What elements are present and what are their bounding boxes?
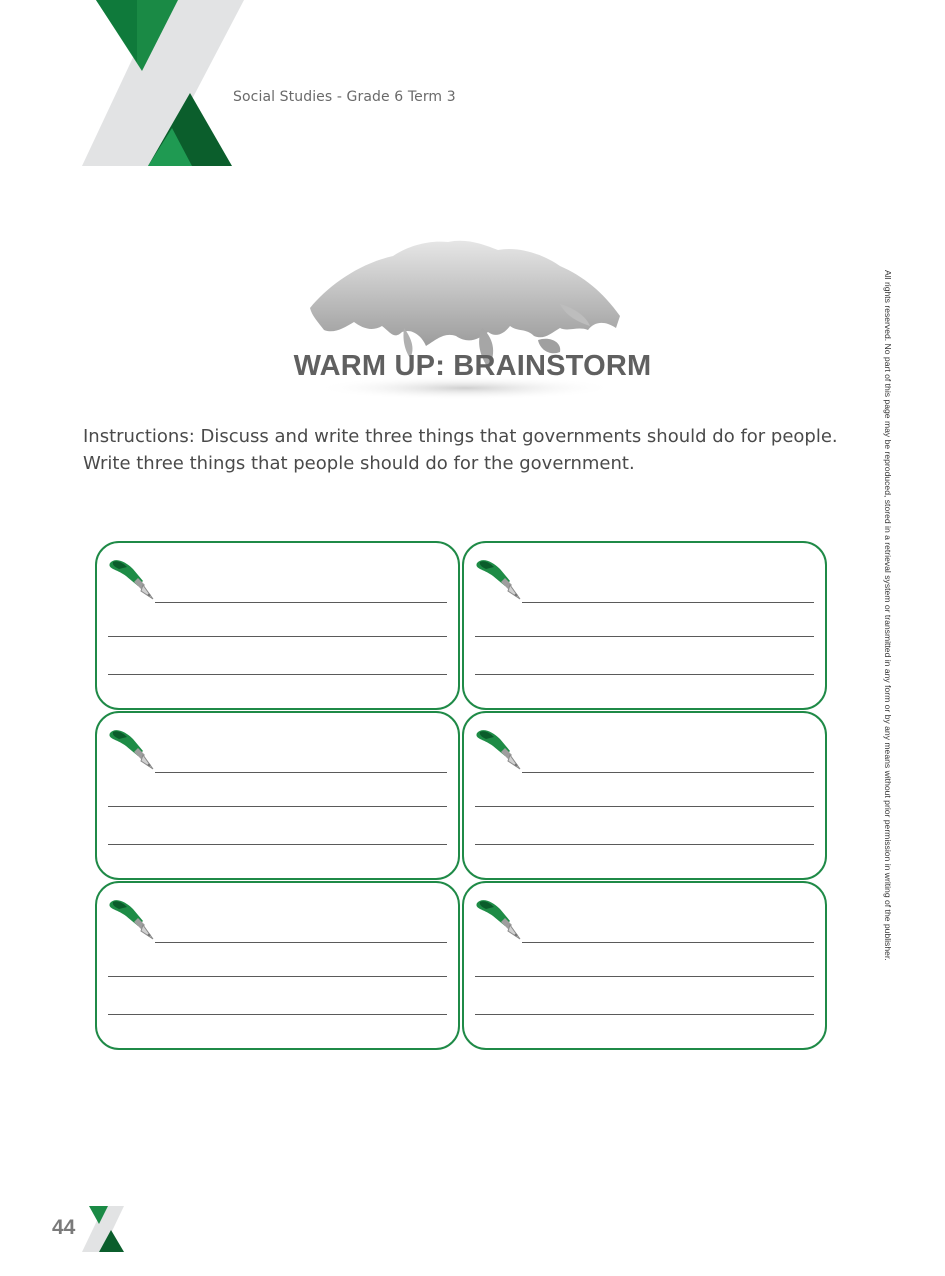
subject-header: Social Studies - Grade 6 Term 3	[233, 89, 456, 105]
publisher-logo-small	[82, 1206, 126, 1252]
answer-line[interactable]	[522, 772, 814, 773]
answer-box	[95, 881, 460, 1050]
answer-line[interactable]	[475, 844, 814, 845]
pen-icon	[105, 725, 159, 777]
answer-box	[462, 711, 827, 880]
answer-line[interactable]	[155, 772, 447, 773]
answer-box	[462, 881, 827, 1050]
answer-line[interactable]	[155, 602, 447, 603]
pen-icon	[472, 555, 526, 607]
answer-line[interactable]	[108, 976, 447, 977]
answer-box	[462, 541, 827, 710]
pen-icon	[105, 555, 159, 607]
answer-box	[95, 541, 460, 710]
answer-line[interactable]	[475, 674, 814, 675]
copyright-text: All rights reserved. No part of this page may be reproduced, stored in a retrieval system or transmitted in any form or by any means without prior permission in writing of the publisher.	[883, 270, 893, 961]
answer-line[interactable]	[475, 806, 814, 807]
section-title: WARM UP: BRAINSTORM	[293, 350, 652, 382]
instructions-text: Instructions: Discuss and write three things that governments should do for people. Write three things that people should do for the government.	[83, 426, 838, 474]
answer-line[interactable]	[155, 942, 447, 943]
answer-line[interactable]	[475, 976, 814, 977]
page-number: 44	[52, 1216, 76, 1239]
answer-line[interactable]	[108, 844, 447, 845]
brainstorm-grid	[95, 541, 829, 1053]
answer-line[interactable]	[108, 1014, 447, 1015]
answer-line[interactable]	[108, 806, 447, 807]
answer-line[interactable]	[522, 942, 814, 943]
publisher-logo	[82, 0, 252, 168]
answer-box	[95, 711, 460, 880]
answer-line[interactable]	[522, 602, 814, 603]
answer-line[interactable]	[108, 674, 447, 675]
answer-line[interactable]	[108, 636, 447, 637]
answer-line[interactable]	[475, 636, 814, 637]
answer-line[interactable]	[475, 1014, 814, 1015]
pen-icon	[472, 725, 526, 777]
pen-icon	[105, 895, 159, 947]
pen-icon	[472, 895, 526, 947]
